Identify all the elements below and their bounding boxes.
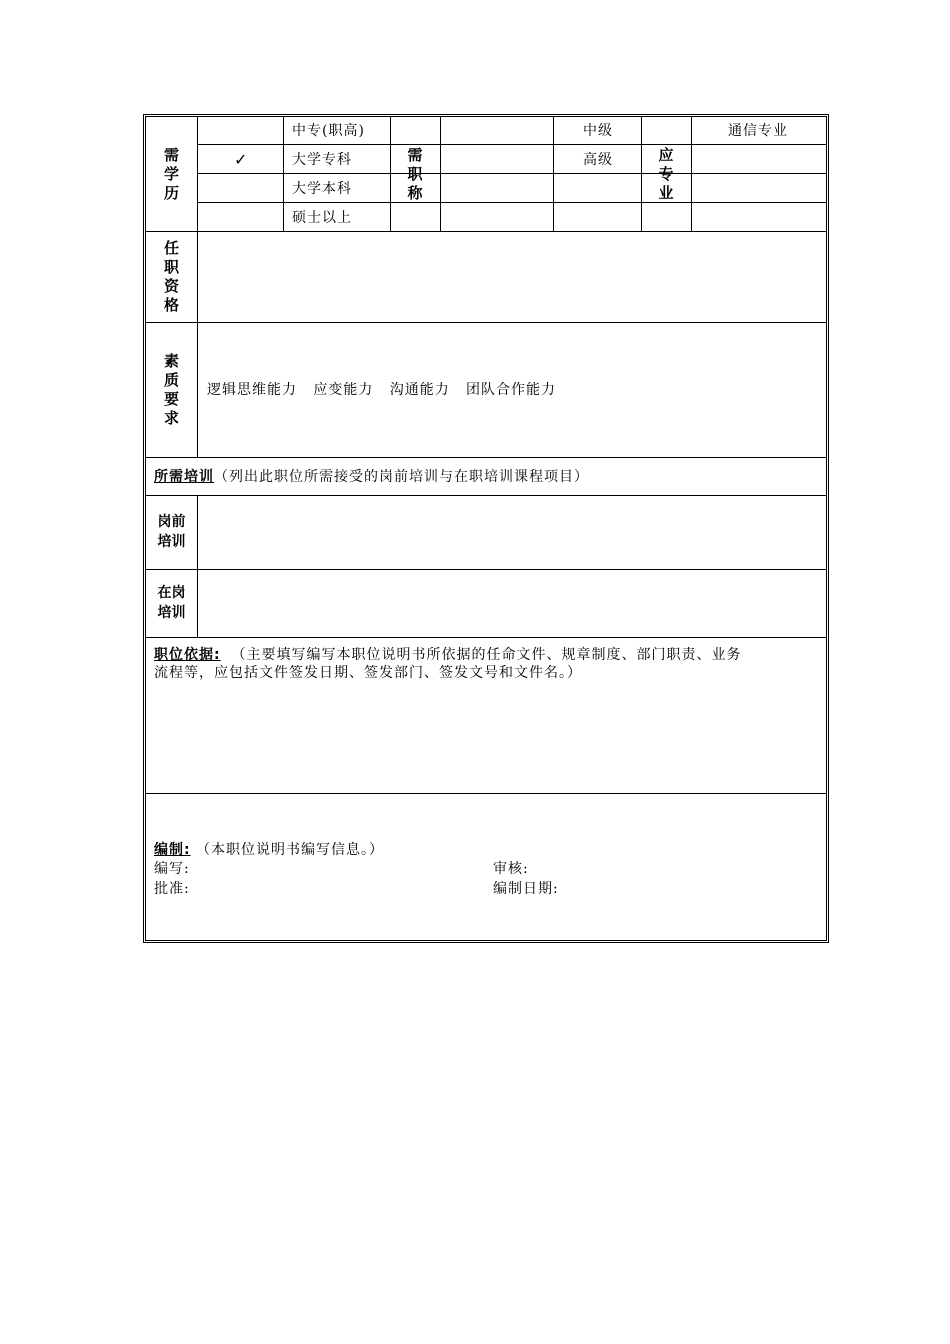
row-line xyxy=(197,202,827,203)
education-level: 大学本科 xyxy=(292,181,352,197)
qualification-heading: 任职资格 xyxy=(163,238,179,314)
row-line xyxy=(146,231,827,232)
education-check-mark: ✓ xyxy=(234,150,249,169)
training-row xyxy=(154,468,589,486)
row-line xyxy=(146,495,827,496)
col-line xyxy=(691,117,692,231)
on-job-training-heading: 在岗培训 xyxy=(157,585,186,621)
training-label: 所需培训 xyxy=(154,469,214,485)
education-level: 硕士以上 xyxy=(292,210,352,226)
basis-line-1 xyxy=(154,646,742,664)
row-line xyxy=(197,173,827,174)
row-line xyxy=(146,322,827,323)
title-level: 中级 xyxy=(583,123,613,139)
row-line xyxy=(146,569,827,570)
compile-label: 编制: xyxy=(154,842,191,858)
compile-date: 编制日期: xyxy=(493,881,559,897)
col-line xyxy=(283,117,284,231)
education-level: 大学专科 xyxy=(292,152,352,168)
compile-writer: 编写: xyxy=(154,861,190,877)
compile-approver: 批准: xyxy=(154,881,190,897)
quality-heading: 素质要求 xyxy=(163,351,179,427)
title-level: 高级 xyxy=(583,152,613,168)
row-line xyxy=(197,144,827,145)
education-level: 中专(职高) xyxy=(292,123,365,139)
col-line xyxy=(197,495,198,637)
compile-note: （本职位说明书编写信息。） xyxy=(190,842,385,858)
compile-reviewer: 审核: xyxy=(493,861,529,877)
compile-row xyxy=(154,841,384,859)
training-note: （列出此职位所需接受的岗前培训与在职培训课程项目） xyxy=(214,469,589,485)
row-line xyxy=(146,457,827,458)
major-heading: 应专业 xyxy=(658,145,674,202)
col-line xyxy=(197,117,198,457)
basis-note: （主要填写编写本职位说明书所依据的任命文件、规章制度、部门职责、业务 xyxy=(220,647,742,663)
quality-content: 逻辑思维能力 应变能力 沟通能力 团队合作能力 xyxy=(207,382,557,398)
job-description-form xyxy=(143,114,829,943)
basis-label: 职位依据: xyxy=(154,647,221,663)
row-line xyxy=(146,637,827,638)
education-heading: 需学历 xyxy=(163,145,179,202)
col-line xyxy=(553,117,554,231)
pre-training-heading: 岗前培训 xyxy=(157,514,186,550)
col-line xyxy=(440,117,441,231)
major-value: 通信专业 xyxy=(728,123,788,139)
basis-line-2: 流程等，应包括文件签发日期、签发部门、签发文号和文件名。） xyxy=(154,665,582,681)
row-line xyxy=(146,793,827,794)
title-heading: 需职称 xyxy=(407,145,423,202)
